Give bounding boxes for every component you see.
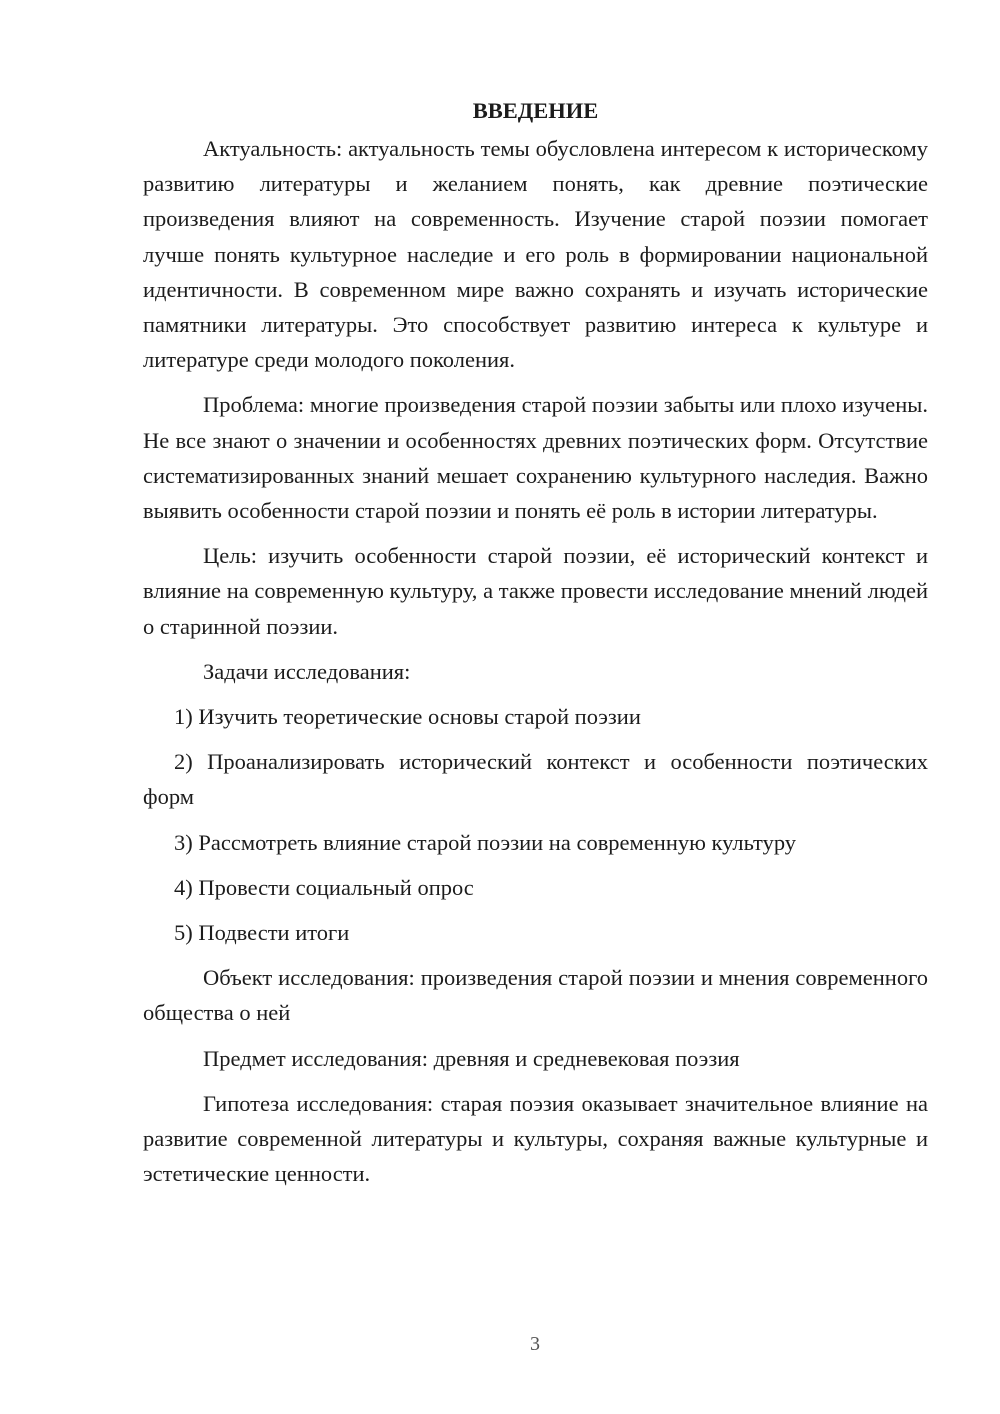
goal-paragraph: Цель: изучить особенности старой поэзии, её исторический контекст и влияние на современную культуру, а также провести исследование мнений людей о старинной поэзии. bbox=[143, 543, 928, 639]
section-title: ВВЕДЕНИЕ bbox=[472, 98, 599, 123]
relevance-paragraph: Актуальность: актуальность темы обусловлена интересом к историческому развитию литературы и желанием понять, как древние поэтические произведения влияют на современность. Изучение старой поэзии помогает лучше понять культурное наследие и его роль в формировании национальной идентичности. В современном мире важно сохранять и изучать исторические памятники литературы. Это способствует развитию интереса к культуре и литературе среди молодого поколения. bbox=[143, 136, 928, 373]
task-item: 4) Провести социальный опрос bbox=[174, 874, 474, 900]
tasks-heading: Задачи исследования: bbox=[203, 658, 411, 684]
problem-paragraph: Проблема: многие произведения старой поэзии забыты или плохо изучены. Не все знают о значении и особенностях древних поэтических форм. Отсутствие систематизированных знаний мешает сохранению культурного наследия. Важно выявить особенности старой поэзии и понять её роль в истории литературы. bbox=[143, 392, 928, 524]
task-item: 3) Рассмотреть влияние старой поэзии на современную культуру bbox=[174, 829, 797, 855]
task-item: 5) Подвести итоги bbox=[174, 920, 350, 946]
task-item: 2) Проанализировать исторический контекст и особенности поэтических форм bbox=[143, 749, 928, 810]
page-number: 3 bbox=[530, 1333, 540, 1355]
task-item: 1) Изучить теоретические основы старой поэзии bbox=[174, 704, 641, 730]
hypothesis-paragraph: Гипотеза исследования: старая поэзия оказывает значительное влияние на развитие современной литературы и культуры, сохраняя важные культурные и эстетические ценности. bbox=[143, 1090, 928, 1187]
tasks-list bbox=[143, 699, 928, 950]
object-paragraph: Объект исследования: произведения старой поэзии и мнения современного общества о ней bbox=[143, 965, 928, 1026]
subject-paragraph: Предмет исследования: древняя и средневековая поэзия bbox=[203, 1045, 740, 1071]
document-page bbox=[143, 93, 928, 1191]
